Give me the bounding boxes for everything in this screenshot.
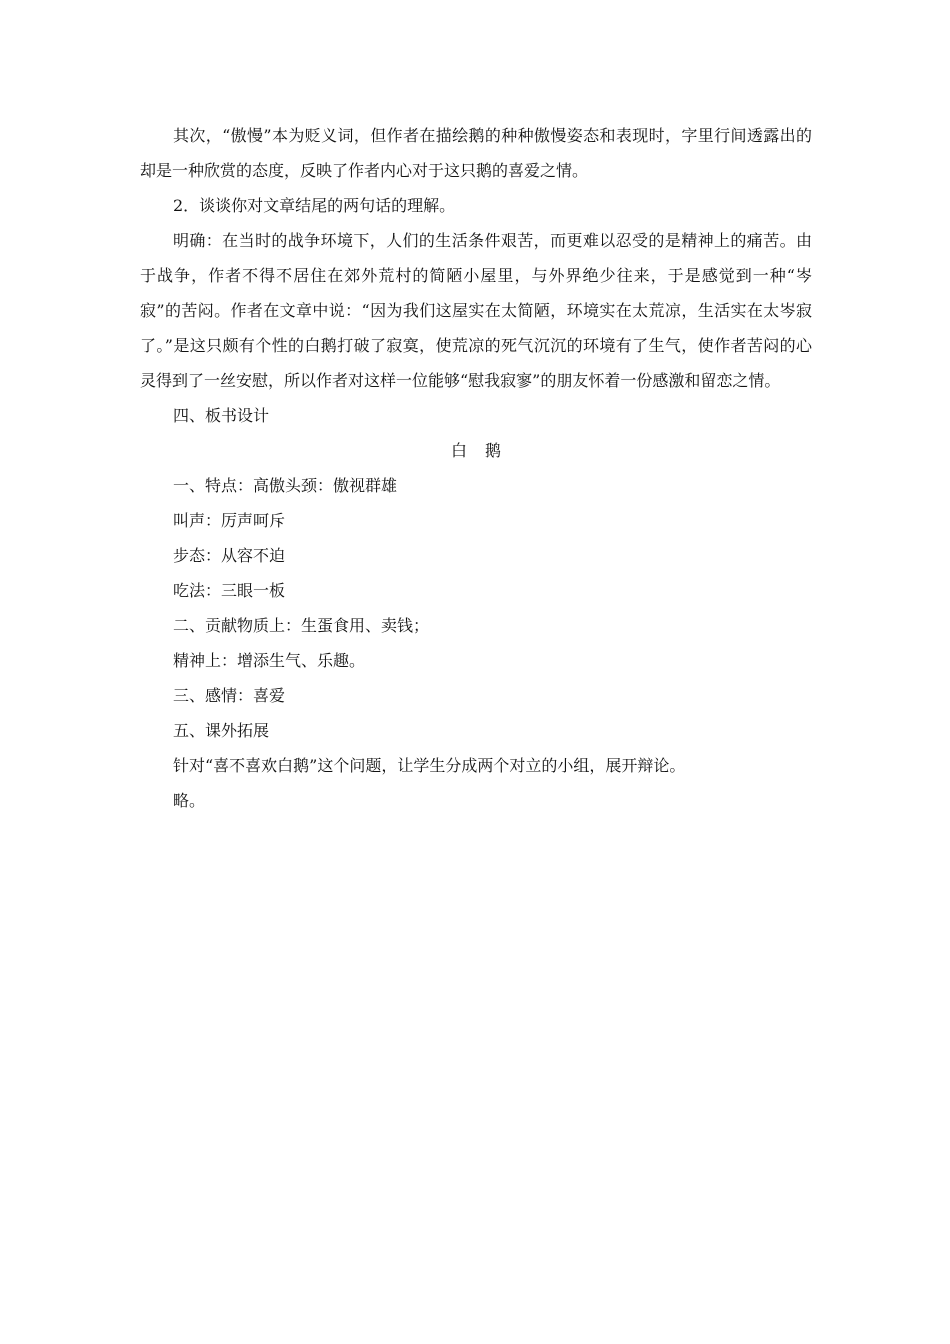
extension-text: 针对“喜不喜欢白鹅”这个问题，让学生分成两个对立的小组，展开辩论。 bbox=[173, 756, 686, 775]
board-line-feeling: 三、感情：喜爱 bbox=[173, 686, 286, 705]
section-heading-board-design: 四、板书设计 bbox=[173, 406, 270, 425]
board-line-spiritual-contribution: 精神上：增添生气、乐趣。 bbox=[173, 651, 366, 670]
board-line-material-contribution: 二、贡献物质上：生蛋食用、卖钱； bbox=[173, 616, 430, 635]
document-body bbox=[140, 118, 812, 818]
board-line-call: 叫声：厉声呵斥 bbox=[173, 511, 286, 530]
question-2: 2．谈谈你对文章结尾的两句话的理解。 bbox=[173, 196, 456, 215]
extension-note: 略。 bbox=[173, 791, 206, 810]
paragraph-answer: 明确：在当时的战争环境下，人们的生活条件艰苦，而更难以忍受的是精神上的痛苦。由于战争，作者不得不居住在郊外荒村的简陋小屋里，与外界绝少往来，于是感觉到一种“岑寂”的苦闷。作者在文章中说：“因为我们这屋实在太简陋，环境实在太荒凉，生活实在太岑寂了。”是这只颇有个性的白鹅打破了寂寞，使荒凉的死气沉沉的环境有了生气，使作者苦闷的心灵得到了一丝安慰，所以作者对这样一位能够“慰我寂寥”的朋友怀着一份感激和留恋之情。 bbox=[140, 231, 812, 390]
board-line-traits: 一、特点：高傲头颈：傲视群雄 bbox=[173, 476, 398, 495]
section-heading-extension: 五、课外拓展 bbox=[173, 721, 270, 740]
board-line-gait: 步态：从容不迫 bbox=[173, 546, 286, 565]
board-line-eating: 吃法：三眼一板 bbox=[173, 581, 286, 600]
board-title: 白鹅 bbox=[450, 441, 519, 460]
paragraph-appreciation: 其次，“傲慢”本为贬义词，但作者在描绘鹅的种种傲慢姿态和表现时，字里行间透露出的却是一种欣赏的态度，反映了作者内心对于这只鹅的喜爱之情。 bbox=[140, 126, 812, 180]
